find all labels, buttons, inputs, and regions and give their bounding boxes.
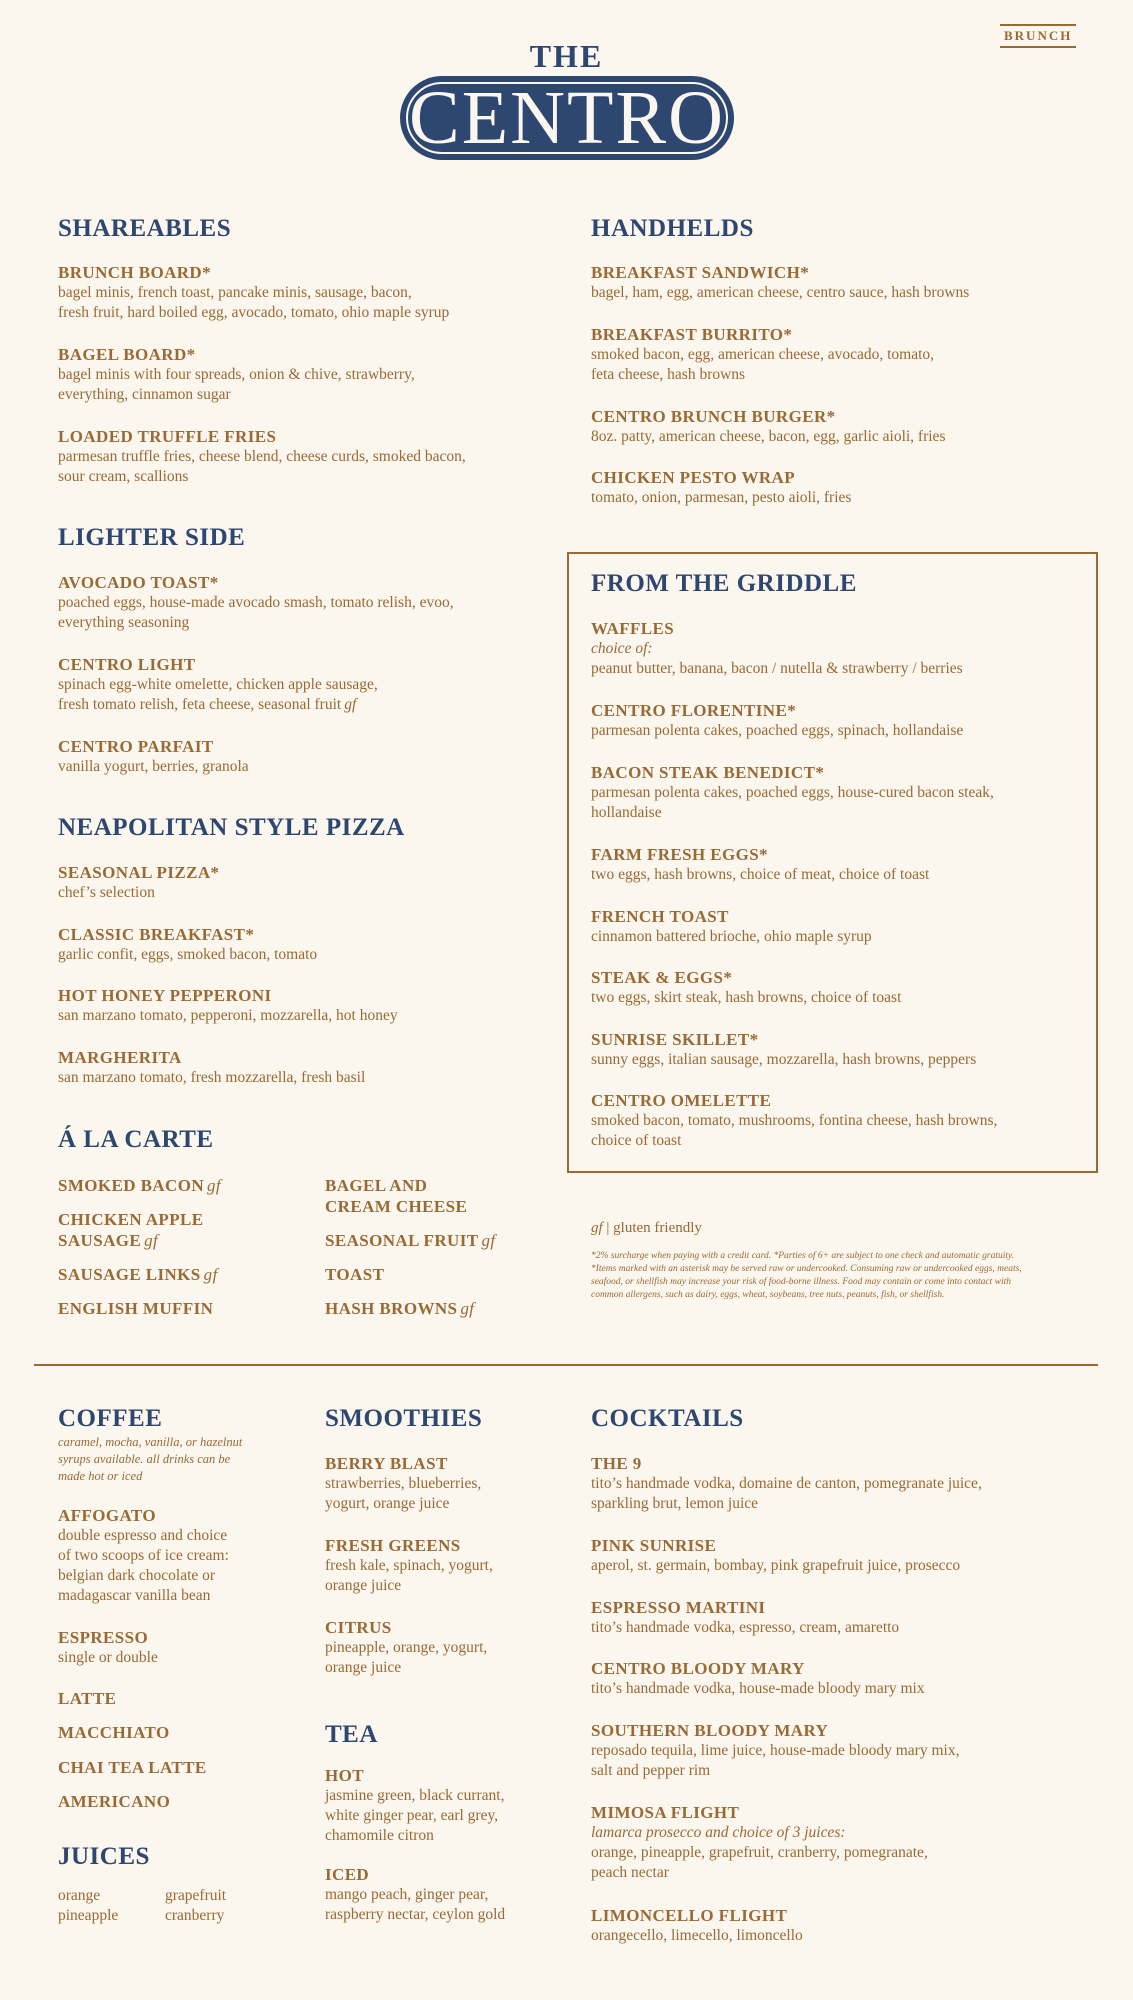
item-name: FRESH GREENS [325, 1536, 461, 1555]
fine-print-line: seafood, or shellfish may increase your risk of food-borne illness. Food may contain or come into contact with [591, 1277, 1011, 1287]
item-name: SOUTHERN BLOODY MARY [591, 1721, 829, 1740]
item-name-text: SEASONAL FRUIT [325, 1231, 479, 1250]
menu-item [591, 1802, 928, 1883]
menu-item [591, 1090, 997, 1151]
logo-name: CENTRO [409, 76, 725, 160]
a-la-carte-item [58, 1264, 218, 1285]
item-name: MACCHIATO [58, 1723, 170, 1742]
juice-column [58, 1886, 118, 1926]
item-name: WAFFLES [591, 619, 675, 638]
juice-item: orange [58, 1887, 101, 1904]
menu-item [58, 924, 317, 965]
section-title-shareables: SHAREABLES [58, 215, 232, 242]
section-title-pizza: NEAPOLITAN STYLE PIZZA [58, 814, 405, 841]
item-name-line [58, 1230, 203, 1251]
menu-item [58, 262, 449, 323]
gluten-friendly-mark: gf [481, 1231, 496, 1250]
item-desc-line: parmesan polenta cakes, poached eggs, house-cured bacon steak, [591, 784, 994, 801]
fine-print-line: common allergens, such as dairy, eggs, wheat, soybeans, tree nuts, peanuts, fish, or shellfish. [591, 1290, 945, 1300]
item-desc-line: feta cheese, hash browns [591, 366, 746, 383]
item-desc-line: smoked bacon, egg, american cheese, avocado, tomato, [591, 346, 935, 363]
menu-item [58, 426, 466, 487]
item-desc-line: yogurt, orange juice [325, 1495, 450, 1512]
item-name: AMERICANO [58, 1792, 171, 1811]
menu-item [58, 572, 454, 633]
item-desc-text: fresh tomato relish, feta cheese, seasonal fruit [58, 696, 342, 713]
coffee-note [58, 1434, 268, 1485]
menu-item [591, 1905, 803, 1946]
a-la-carte-item [325, 1175, 467, 1217]
menu-item [58, 862, 219, 903]
item-desc-line: vanilla yogurt, berries, granola [58, 758, 249, 775]
gluten-friendly-mark: gf [460, 1299, 475, 1318]
menu-item [591, 262, 969, 303]
item-desc-line: two eggs, hash browns, choice of meat, choice of toast [591, 866, 930, 883]
menu-item [58, 1505, 229, 1606]
menu-item [591, 1597, 899, 1638]
menu-item [591, 762, 994, 823]
menu-item [591, 1535, 960, 1576]
a-la-carte-item [325, 1298, 474, 1319]
item-name: ESPRESSO [58, 1628, 149, 1647]
gluten-friendly-mark: gf [207, 1176, 222, 1195]
item-desc-line: double espresso and choice [58, 1527, 228, 1544]
coffee-note-line: caramel, mocha, vanilla, or hazelnut [58, 1435, 243, 1449]
item-name: LOADED TRUFFLE FRIES [58, 427, 277, 446]
menu-item [58, 736, 249, 777]
item-desc-line: choice of toast [591, 1132, 682, 1149]
item-desc-line: bagel minis, french toast, pancake minis, sausage, bacon, [58, 284, 412, 301]
section-title-a-la-carte: Á LA CARTE [58, 1126, 214, 1153]
item-name-line [325, 1298, 474, 1319]
item-name-line: TOAST [325, 1265, 385, 1284]
menu-item [591, 467, 851, 508]
a-la-carte-item [58, 1298, 213, 1319]
item-name-line: CREAM CHEESE [325, 1197, 468, 1216]
item-name: SUNRISE SKILLET* [591, 1030, 759, 1049]
item-name: CLASSIC BREAKFAST* [58, 925, 255, 944]
item-desc-line: tito’s handmade vodka, house-made bloody mary mix [591, 1680, 925, 1697]
menu-item [325, 1765, 504, 1846]
item-desc-line: jasmine green, black currant, [325, 1787, 505, 1804]
gluten-friendly-mark: gf [144, 1231, 159, 1250]
juice-item: grapefruit [165, 1887, 227, 1904]
menu-item [58, 1791, 170, 1812]
item-desc-line: bagel minis with four spreads, onion & chive, strawberry, [58, 366, 415, 383]
section-divider [34, 1364, 1098, 1366]
item-name: CENTRO BRUNCH BURGER* [591, 407, 836, 426]
item-desc-line: orangecello, limecello, limoncello [591, 1927, 803, 1944]
item-desc-line: strawberries, blueberries, [325, 1475, 482, 1492]
item-desc-line: sunny eggs, italian sausage, mozzarella, hash browns, peppers [591, 1051, 977, 1068]
menu-item [58, 1757, 207, 1778]
menu-item [591, 324, 934, 385]
item-desc-line: 8oz. patty, american cheese, bacon, egg, garlic aioli, fries [591, 428, 946, 445]
item-name: CHICKEN PESTO WRAP [591, 468, 795, 487]
item-desc-line: smoked bacon, tomato, mushrooms, fontina cheese, hash browns, [591, 1112, 998, 1129]
item-name: BREAKFAST BURRITO* [591, 325, 793, 344]
item-desc-line: raspberry nectar, ceylon gold [325, 1906, 506, 1923]
item-name: AFFOGATO [58, 1506, 156, 1525]
menu-item [58, 344, 415, 405]
menu-item [58, 654, 378, 715]
menu-item [58, 1688, 116, 1709]
menu-item [591, 700, 963, 741]
menu-item [325, 1617, 487, 1678]
a-la-carte-item [58, 1209, 203, 1251]
menu-item [591, 906, 872, 947]
item-name-line: CHICKEN APPLE [58, 1210, 204, 1229]
item-name: HOT HONEY PEPPERONI [58, 986, 272, 1005]
item-name: BRUNCH BOARD* [58, 263, 212, 282]
item-desc-line: parmesan truffle fries, cheese blend, cheese curds, smoked bacon, [58, 448, 466, 465]
item-name: ICED [325, 1865, 370, 1884]
item-name: CENTRO PARFAIT [58, 737, 214, 756]
item-name-line [325, 1230, 495, 1251]
item-desc-line: parmesan polenta cakes, poached eggs, spinach, hollandaise [591, 722, 964, 739]
item-desc-line: spinach egg-white omelette, chicken apple sausage, [58, 676, 378, 693]
item-name: MARGHERITA [58, 1048, 182, 1067]
item-name: BREAKFAST SANDWICH* [591, 263, 810, 282]
item-name: BERRY BLAST [325, 1454, 448, 1473]
item-desc-line: tito’s handmade vodka, espresso, cream, amaretto [591, 1619, 900, 1636]
section-title-smoothies: SMOOTHIES [325, 1405, 483, 1432]
item-desc-line: san marzano tomato, fresh mozzarella, fresh basil [58, 1069, 366, 1086]
item-desc-line: poached eggs, house-made avocado smash, tomato relish, evoo, [58, 594, 454, 611]
section-title-coffee: COFFEE [58, 1405, 163, 1432]
fine-print [591, 1250, 1081, 1302]
item-name: MIMOSA FLIGHT [591, 1803, 740, 1822]
item-desc-line: hollandaise [591, 804, 662, 821]
menu-tag-brunch: BRUNCH [1000, 24, 1076, 48]
item-name-line [58, 1264, 218, 1285]
section-title-lighter-side: LIGHTER SIDE [58, 524, 246, 551]
item-desc-line: single or double [58, 1649, 158, 1666]
item-desc-line: tito’s handmade vodka, domaine de canton, pomegranate juice, [591, 1475, 982, 1492]
menu-item [591, 406, 945, 447]
item-desc-line: orange juice [325, 1577, 402, 1594]
coffee-note-line: made hot or iced [58, 1469, 143, 1483]
gluten-friendly-mark: gf [203, 1265, 218, 1284]
item-name: THE 9 [591, 1454, 642, 1473]
item-desc-line: chef’s selection [58, 884, 155, 901]
item-name-line: ENGLISH MUFFIN [58, 1299, 214, 1318]
section-title-cocktails: COCKTAILS [591, 1405, 744, 1432]
item-desc-line: reposado tequila, lime juice, house-made bloody mary mix, [591, 1742, 960, 1759]
item-desc-line: tomato, onion, parmesan, pesto aioli, fries [591, 489, 852, 506]
menu-item [591, 1720, 959, 1781]
item-note: choice of: [591, 640, 653, 657]
menu-item [591, 618, 963, 679]
fine-print-line: *Items marked with an asterisk may be served raw or undercooked. Consuming raw or undercooked eggs, meats, [591, 1264, 1022, 1274]
item-name: BAGEL BOARD* [58, 345, 196, 364]
item-name: ESPRESSO MARTINI [591, 1598, 766, 1617]
section-title-handhelds: HANDHELDS [591, 215, 754, 242]
legend-text: | gluten friendly [606, 1220, 702, 1236]
item-desc-line: fresh kale, spinach, yogurt, [325, 1557, 493, 1574]
gluten-friendly-mark: gf [344, 696, 357, 713]
a-la-carte-item [58, 1175, 221, 1196]
item-desc-line: pineapple, orange, yogurt, [325, 1639, 488, 1656]
item-name: STEAK & EGGS* [591, 968, 733, 987]
item-desc-line: bagel, ham, egg, american cheese, centro sauce, hash browns [591, 284, 970, 301]
item-name: CENTRO LIGHT [58, 655, 196, 674]
item-desc-line: orange, pineapple, grapefruit, cranberry, pomegranate, [591, 1844, 928, 1861]
item-desc-line: two eggs, skirt steak, hash browns, choice of toast [591, 989, 902, 1006]
item-desc-line: salt and pepper rim [591, 1762, 711, 1779]
menu-item [325, 1453, 481, 1514]
item-desc-line: orange juice [325, 1659, 402, 1676]
a-la-carte-item [325, 1264, 384, 1285]
item-desc-line: peanut butter, banana, bacon / nutella & strawberry / berries [591, 660, 963, 677]
menu-item [591, 1029, 976, 1070]
item-desc-line: chamomile citron [325, 1827, 434, 1844]
menu-item [58, 1047, 365, 1088]
item-name: CITRUS [325, 1618, 392, 1637]
item-name-line [58, 1175, 221, 1196]
menu-item [325, 1535, 493, 1596]
section-title-juices: JUICES [58, 1843, 150, 1870]
item-desc-line: belgian dark chocolate or [58, 1567, 216, 1584]
section-title-tea: TEA [325, 1721, 378, 1748]
menu-item [591, 1453, 982, 1514]
item-name-text: HASH BROWNS [325, 1299, 458, 1318]
juice-item: pineapple [58, 1907, 119, 1924]
item-name: FRENCH TOAST [591, 907, 729, 926]
item-name: LIMONCELLO FLIGHT [591, 1906, 788, 1925]
coffee-note-line: syrups available. all drinks can be [58, 1452, 231, 1466]
item-name: CHAI TEA LATTE [58, 1758, 207, 1777]
item-desc-line: of two scoops of ice cream: [58, 1547, 229, 1564]
menu-item [591, 1658, 925, 1699]
item-name: HOT [325, 1766, 364, 1785]
item-name: CENTRO OMELETTE [591, 1091, 772, 1110]
a-la-carte-item [325, 1230, 495, 1251]
item-desc-line [58, 695, 378, 715]
legend-gf: gf [591, 1220, 603, 1236]
logo-the: THE [529, 38, 604, 74]
menu-item [591, 967, 901, 1008]
fine-print-line: *2% surcharge when paying with a credit card. *Parties of 6+ are subject to one check and automatic gratuity. [591, 1251, 1015, 1261]
item-desc-line: san marzano tomato, pepperoni, mozzarella, hot honey [58, 1007, 398, 1024]
item-desc-line: madagascar vanilla bean [58, 1587, 211, 1604]
item-name: FARM FRESH EGGS* [591, 845, 769, 864]
item-name: BACON STEAK BENEDICT* [591, 763, 825, 782]
item-name-text: SMOKED BACON [58, 1176, 205, 1195]
gluten-friendly-legend [591, 1220, 702, 1237]
item-desc-line: fresh fruit, hard boiled egg, avocado, tomato, ohio maple syrup [58, 304, 450, 321]
item-desc-line: aperol, st. germain, bombay, pink grapefruit juice, prosecco [591, 1557, 961, 1574]
item-note: lamarca prosecco and choice of 3 juices: [591, 1824, 846, 1841]
juice-item: cranberry [165, 1907, 225, 1924]
item-desc-line: everything seasoning [58, 614, 190, 631]
item-name: CENTRO BLOODY MARY [591, 1659, 805, 1678]
item-desc-line: white ginger pear, earl grey, [325, 1807, 499, 1824]
item-name: PINK SUNRISE [591, 1536, 717, 1555]
item-desc-line: mango peach, ginger pear, [325, 1886, 489, 1903]
item-name: AVOCADO TOAST* [58, 573, 219, 592]
section-title-griddle: FROM THE GRIDDLE [591, 570, 857, 597]
item-name-text: SAUSAGE LINKS [58, 1265, 201, 1284]
menu-item [58, 1722, 170, 1743]
item-desc-line: sparkling brut, lemon juice [591, 1495, 759, 1512]
item-desc-line: sour cream, scallions [58, 468, 189, 485]
item-desc-line: everything, cinnamon sugar [58, 386, 231, 403]
item-name: LATTE [58, 1689, 117, 1708]
menu-item [58, 1627, 158, 1668]
item-name: CENTRO FLORENTINE* [591, 701, 797, 720]
menu-item [591, 844, 929, 885]
menu-item [325, 1864, 505, 1925]
juice-column [165, 1886, 226, 1926]
item-name: SEASONAL PIZZA* [58, 863, 220, 882]
item-name-line: BAGEL AND [325, 1176, 428, 1195]
logo-badge [400, 76, 734, 160]
item-desc-line: garlic confit, eggs, smoked bacon, tomato [58, 946, 318, 963]
menu-item [58, 985, 398, 1026]
item-desc-line: peach nectar [591, 1864, 669, 1881]
item-desc-line: cinnamon battered brioche, ohio maple syrup [591, 928, 872, 945]
item-name-text: SAUSAGE [58, 1231, 142, 1250]
